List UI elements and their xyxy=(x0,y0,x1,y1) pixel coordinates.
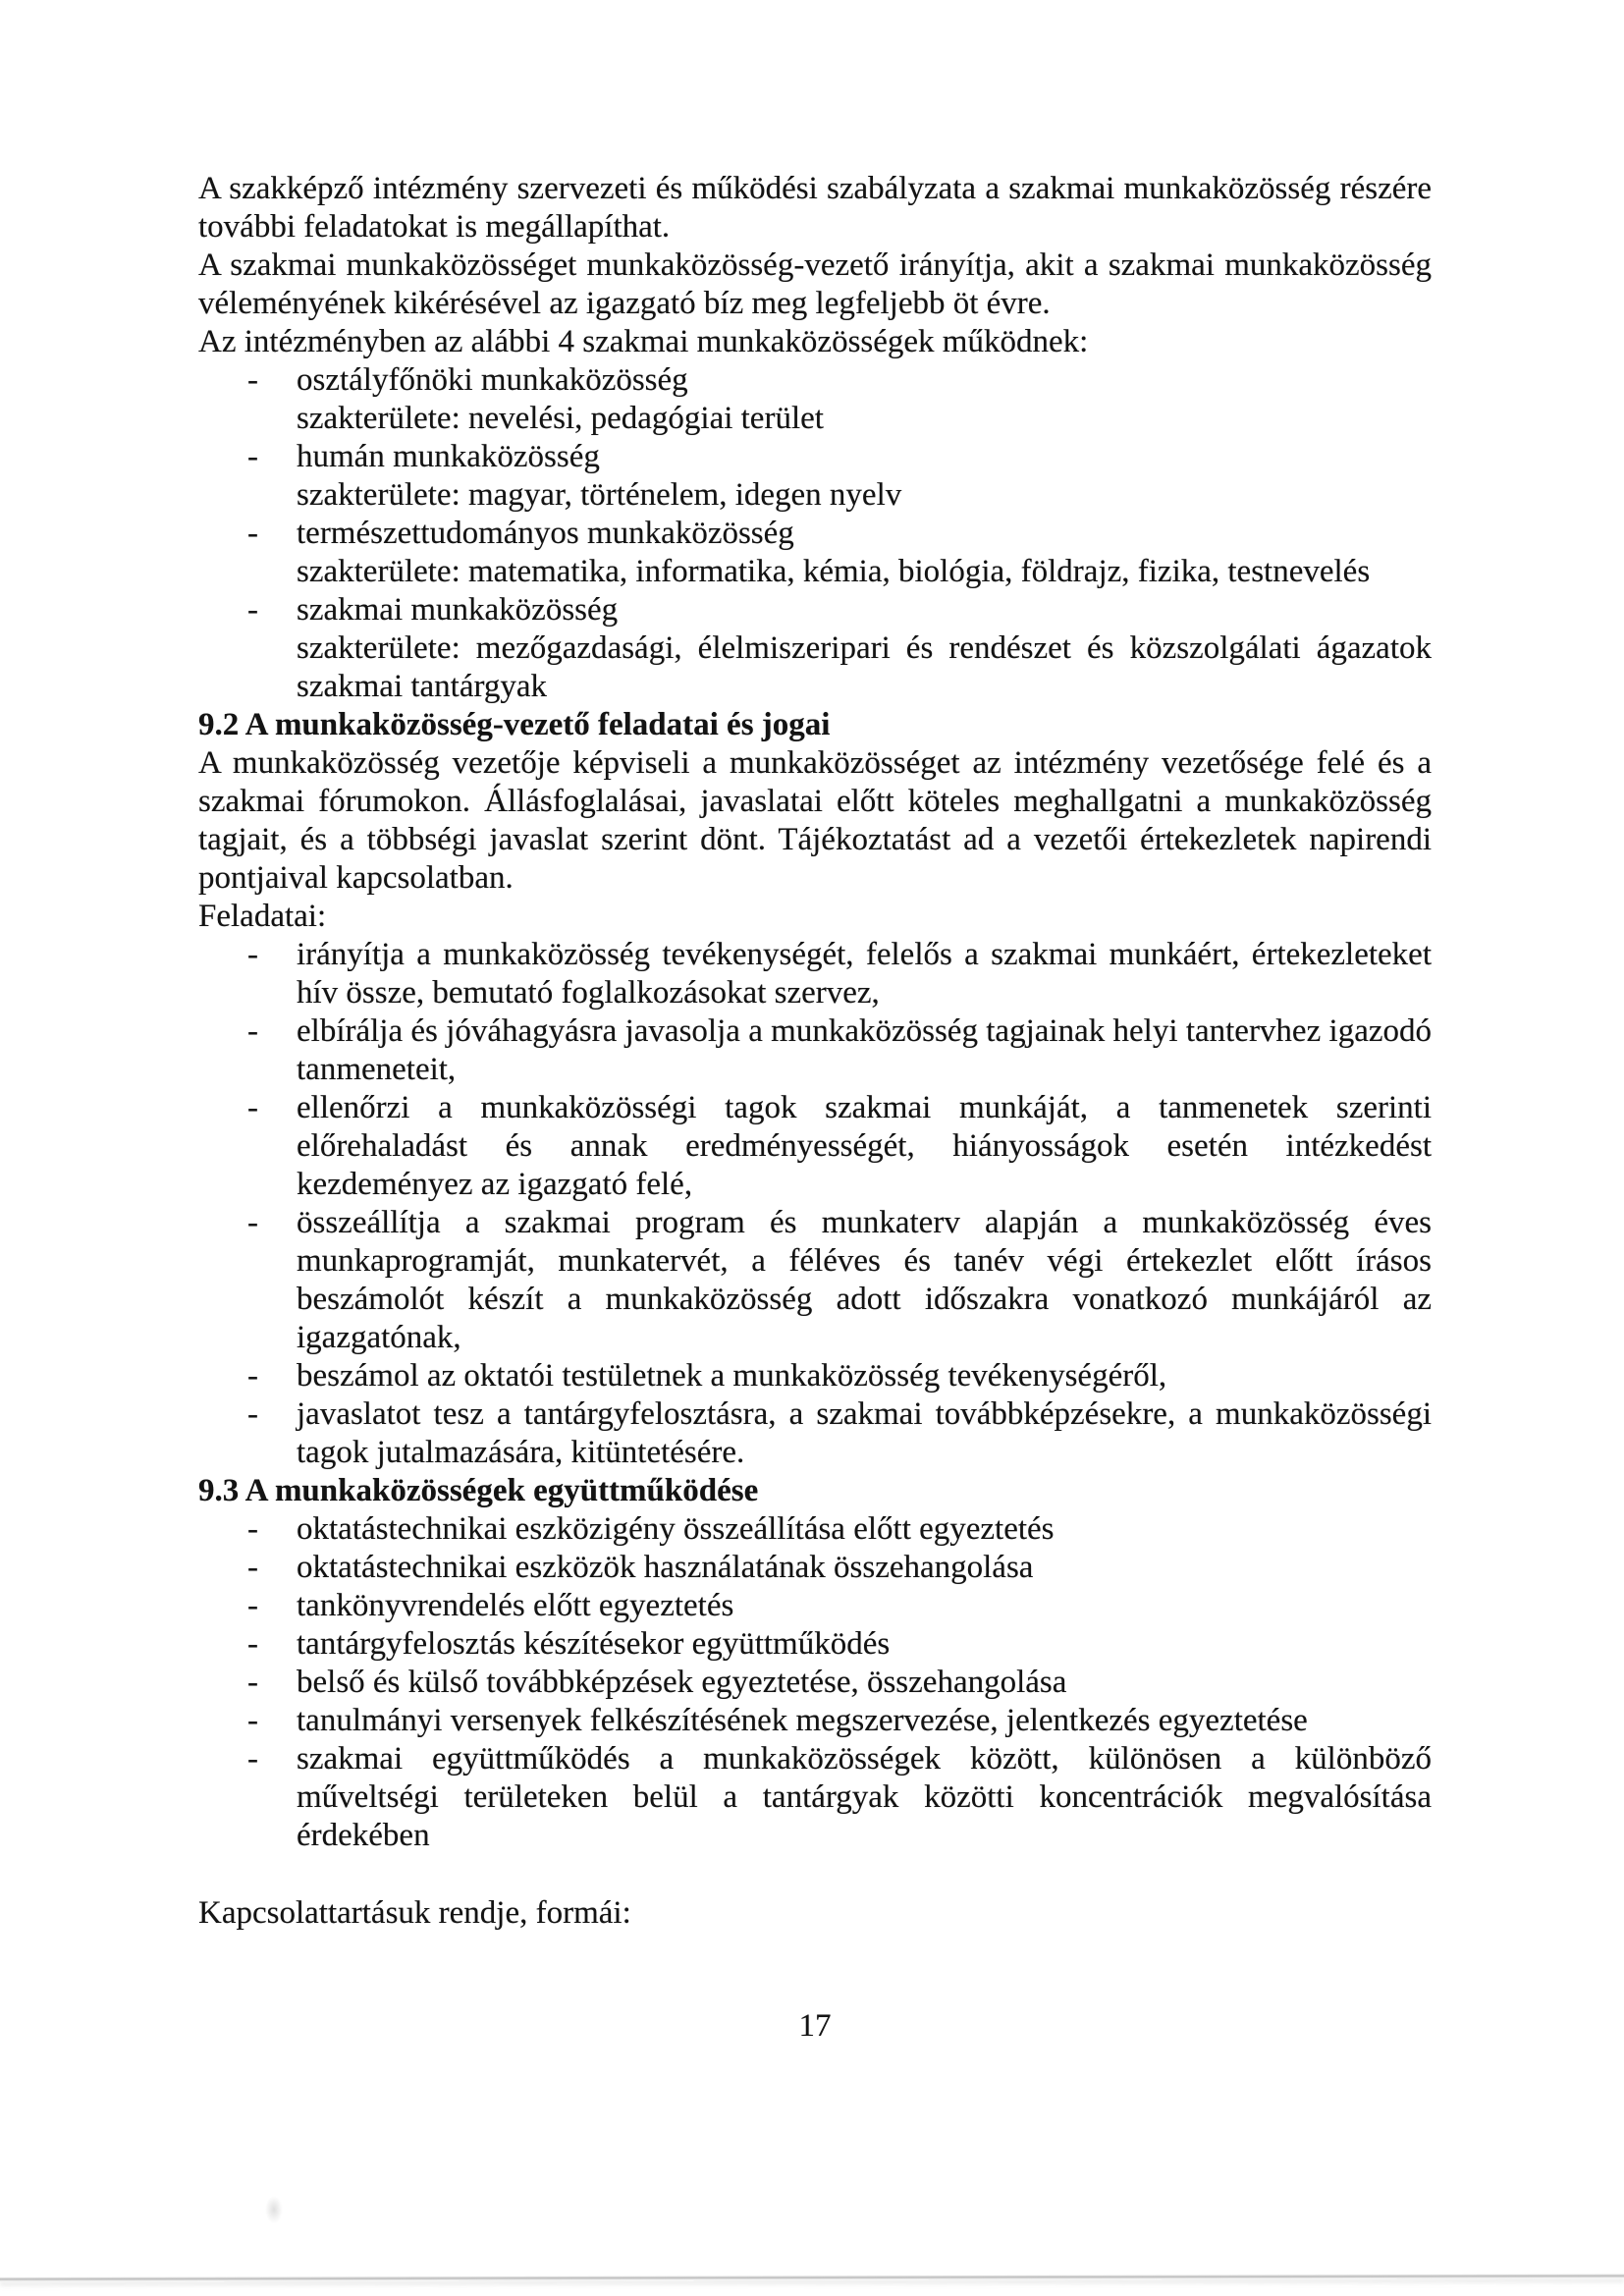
bullet-marker: - xyxy=(247,1511,258,1547)
bullet-marker: - xyxy=(247,1550,258,1585)
section-heading-9-3: 9.3 A munkaközösségek együttműködése xyxy=(198,1473,759,1508)
list-item xyxy=(198,1204,1432,1357)
scan-smudge-artifact xyxy=(265,2196,283,2223)
bullet-marker: - xyxy=(247,1090,258,1125)
document-body xyxy=(198,170,1432,2046)
list-item-detail: szakterülete: matematika, informatika, kémia, biológia, földrajz, fizika, testnevelés xyxy=(297,554,1371,589)
list-item xyxy=(198,1702,1432,1740)
bullet-marker: - xyxy=(247,1358,258,1394)
list-item xyxy=(198,1395,1432,1472)
list-item-title: szakmai munkaközösség xyxy=(297,592,619,628)
cooperation-item: tanulmányi versenyek felkészítésének megszervezése, jelentkezés egyeztetése xyxy=(297,1703,1308,1738)
list-item xyxy=(198,361,1432,438)
bullet-marker: - xyxy=(247,1205,258,1240)
task-text: javaslatot tesz a tantárgyfelosztásra, a szakmai továbbképzésekre, a munkaközösségi tagok jutalmazására, kitüntetésére. xyxy=(297,1396,1432,1470)
cooperation-item: oktatástechnikai eszközigény összeállítása előtt egyeztetés xyxy=(297,1511,1055,1547)
list-item xyxy=(198,1089,1432,1204)
list-item xyxy=(198,1549,1432,1587)
bullet-marker: - xyxy=(247,1396,258,1432)
tasks-label: Feladatai: xyxy=(198,899,327,934)
list-item xyxy=(198,1012,1432,1089)
bullet-marker: - xyxy=(247,1665,258,1700)
bullet-marker: - xyxy=(247,362,258,398)
list-item xyxy=(198,1510,1432,1549)
list-item xyxy=(198,1587,1432,1625)
bullet-marker: - xyxy=(247,1703,258,1738)
cooperation-item: szakmai együttműködés a munkaközösségek között, különösen a különböző műveltségi területeken belül a tantárgyak közötti koncentrációk megvalósítása érdekében xyxy=(297,1741,1432,1853)
list-item xyxy=(198,1625,1432,1664)
bullet-marker: - xyxy=(247,439,258,474)
list-item xyxy=(198,591,1432,706)
bullet-marker: - xyxy=(247,592,258,628)
list-item xyxy=(198,936,1432,1012)
bullet-marker: - xyxy=(247,1741,258,1777)
section-9-2-paragraph: A munkaközösség vezetője képviseli a munkaközösséget az intézmény vezetősége felé és a szakmai fórumokon. Állásfoglalásai, javaslatai előtt köteles meghallgatni a munkaközösség tagjait, és a többségi javaslat szerint dönt. Tájékoztatást ad a vezetői értekezletek napirendi pontjaival kapcsolatban. xyxy=(198,745,1432,896)
closing-line: Kapcsolattartásuk rendje, formái: xyxy=(198,1895,631,1931)
task-text: összeállítja a szakmai program és munkaterv alapján a munkaközösség éves munkaprogramját, munkatervét, a féléves és tanév végi értekezlet előtt írásos beszámolót készít a munkaközösség adott időszakra vonatkozó munkájáról az igazgatónak, xyxy=(297,1205,1432,1355)
task-text: irányítja a munkaközösség tevékenységét, felelős a szakmai munkáért, értekezleteket hív össze, bemutató foglalkozásokat szervez, xyxy=(297,937,1432,1011)
scan-edge-line-artifact xyxy=(0,2273,1624,2281)
list-item xyxy=(198,1740,1432,1855)
list-item-title: humán munkaközösség xyxy=(297,439,600,474)
list-item-detail: szakterülete: nevelési, pedagógiai terület xyxy=(297,401,824,436)
list-item-title: természettudományos munkaközösség xyxy=(297,516,794,551)
bullet-marker: - xyxy=(247,1626,258,1662)
task-text: ellenőrzi a munkaközösségi tagok szakmai munkáját, a tanmenetek szerinti előrehaladást és annak eredményességét, hiányosságok esetén intézkedést kezdeményez az igazgató felé, xyxy=(297,1090,1432,1202)
cooperation-item: belső és külső továbbképzések egyeztetése, összehangolása xyxy=(297,1665,1067,1700)
intro-paragraph-3: Az intézményben az alábbi 4 szakmai munkaközösségek működnek: xyxy=(198,324,1089,359)
bullet-marker: - xyxy=(247,516,258,551)
cooperation-item: tantárgyfelosztás készítésekor együttműködés xyxy=(297,1626,891,1662)
cooperation-item: oktatástechnikai eszközök használatának összehangolása xyxy=(297,1550,1034,1585)
list-item-detail: szakterülete: mezőgazdasági, élelmiszeripari és rendészet és közszolgálati ágazatok szakmai tantárgyak xyxy=(297,630,1432,704)
list-item-detail: szakterülete: magyar, történelem, idegen nyelv xyxy=(297,477,902,513)
section-heading-9-2: 9.2 A munkaközösség-vezető feladatai és jogai xyxy=(198,707,831,742)
bullet-marker: - xyxy=(247,1013,258,1049)
intro-paragraph-1: A szakképző intézmény szervezeti és működési szabályzata a szakmai munkaközösség részére további feladatokat is megállapíthat. xyxy=(198,171,1432,245)
cooperation-item: tankönyvrendelés előtt egyeztetés xyxy=(297,1588,734,1623)
list-item xyxy=(198,1664,1432,1702)
bullet-marker: - xyxy=(247,1588,258,1623)
list-item xyxy=(198,438,1432,515)
list-item-title: osztályfőnöki munkaközösség xyxy=(297,362,688,398)
task-text: beszámol az oktatói testületnek a munkaközösség tevékenységéről, xyxy=(297,1358,1167,1394)
list-item xyxy=(198,515,1432,591)
bullet-marker: - xyxy=(247,937,258,972)
list-item xyxy=(198,1357,1432,1395)
task-text: elbírálja és jóváhagyásra javasolja a munkaközösség tagjainak helyi tantervhez igazodó tanmeneteit, xyxy=(297,1013,1432,1087)
page-number: 17 xyxy=(798,2008,832,2044)
intro-paragraph-2: A szakmai munkaközösséget munkaközösség-vezető irányítja, akit a szakmai munkaközösség véleményének kikérésével az igazgató bíz meg legfeljebb öt évre. xyxy=(198,247,1432,321)
